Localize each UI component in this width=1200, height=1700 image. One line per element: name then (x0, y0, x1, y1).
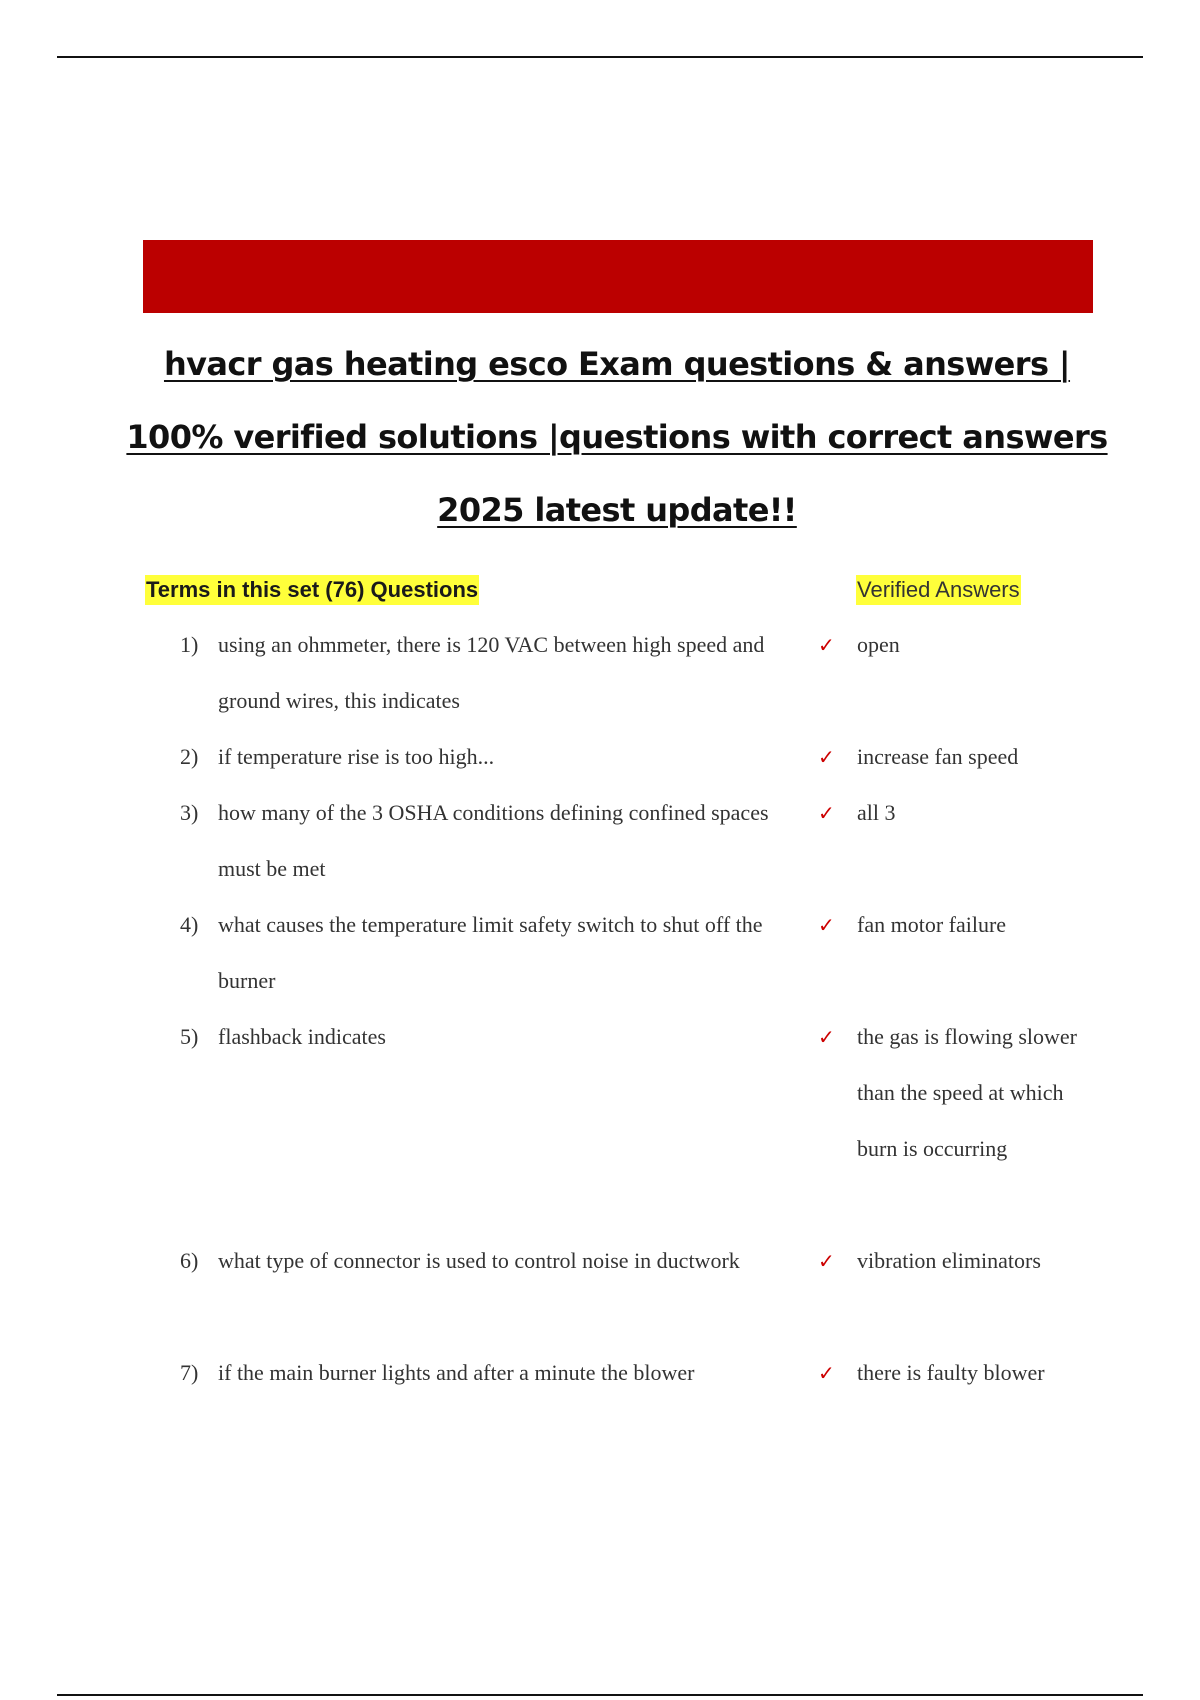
qa-item (0, 1009, 1200, 1233)
question-text: what causes the temperature limit safety switch to shut off the burner (218, 912, 763, 993)
check-icon: ✓ (818, 1249, 835, 1273)
qa-item (0, 897, 1200, 1009)
answer-text: open (857, 632, 900, 657)
check-icon: ✓ (818, 745, 835, 769)
answer-text: vibration eliminators (857, 1248, 1041, 1273)
item-number: 3) (180, 800, 199, 825)
question-text: if temperature rise is too high... (218, 744, 495, 769)
qa-item (0, 729, 1200, 785)
check-icon: ✓ (818, 913, 835, 937)
bottom-rule (57, 1694, 1143, 1696)
item-number: 5) (180, 1024, 199, 1049)
qa-item (0, 1233, 1200, 1345)
check-icon: ✓ (818, 1361, 835, 1385)
questions-header: Terms in this set (76) Questions (145, 575, 479, 605)
question-text: what type of connector is used to control noise in ductwork (218, 1248, 740, 1273)
title-line-2: 100% verified solutions |questions with correct answers (126, 418, 1108, 456)
red-banner (143, 240, 1093, 313)
answers-header: Verified Answers (856, 575, 1021, 605)
qa-list (0, 617, 1200, 1401)
answer-text: there is faulty blower (857, 1360, 1045, 1385)
answer-text: all 3 (857, 800, 896, 825)
answer-text: fan motor failure (857, 912, 1007, 937)
qa-item (0, 785, 1200, 897)
item-number: 7) (180, 1360, 199, 1385)
check-icon: ✓ (818, 1025, 835, 1049)
title-line-1: hvacr gas heating esco Exam questions & answers | (163, 345, 1071, 383)
question-text: if the main burner lights and after a minute the blower (218, 1360, 695, 1385)
item-number: 6) (180, 1248, 199, 1273)
question-text: using an ohmmeter, there is 120 VAC between high speed and ground wires, this indicates (218, 632, 765, 713)
qa-item (0, 617, 1200, 729)
item-number: 1) (180, 632, 199, 657)
top-rule (57, 56, 1143, 58)
question-text: how many of the 3 OSHA conditions defining confined spaces must be met (218, 800, 769, 881)
item-number: 2) (180, 744, 199, 769)
answer-text: increase fan speed (857, 744, 1019, 769)
answer-text: the gas is flowing slower than the speed at which burn is occurring (857, 1024, 1077, 1161)
title-line-3: 2025 latest update!! (437, 491, 797, 529)
question-text: flashback indicates (218, 1024, 386, 1049)
item-number: 4) (180, 912, 199, 937)
document-title (120, 328, 1114, 547)
check-icon: ✓ (818, 801, 835, 825)
qa-item (0, 1345, 1200, 1401)
check-icon: ✓ (818, 633, 835, 657)
